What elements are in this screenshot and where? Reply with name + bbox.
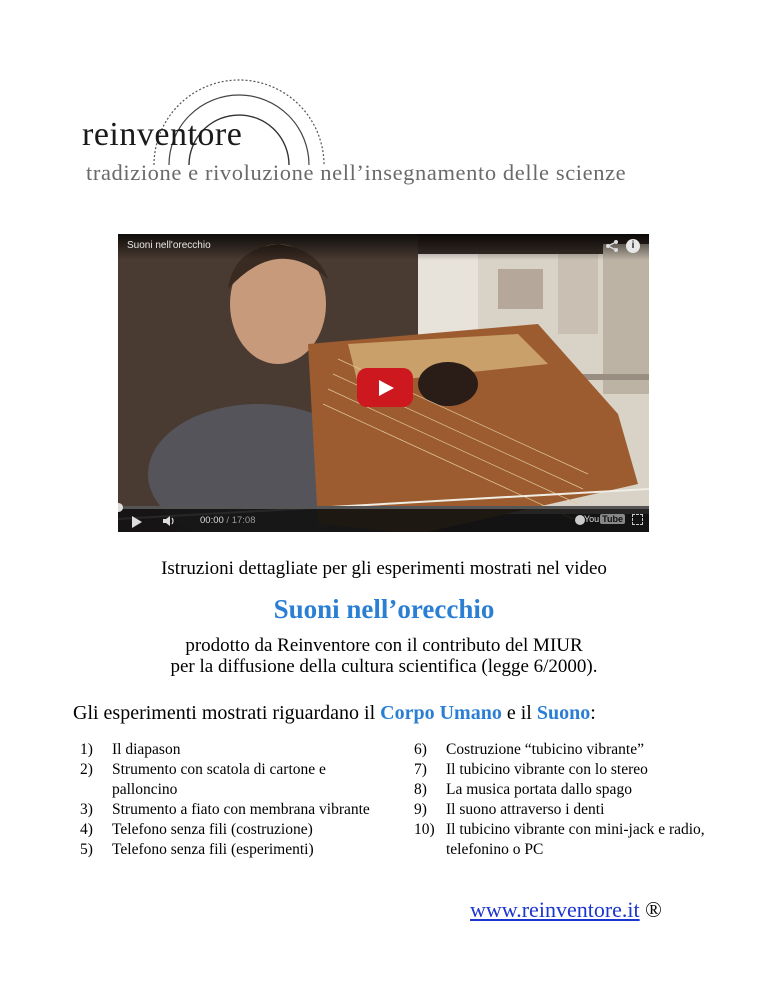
list-item [414,740,734,760]
topics-suffix: : [590,702,596,724]
info-icon[interactable]: i [626,239,640,253]
experiment-list-right [414,740,734,860]
youtube-logo-text: You [583,514,600,524]
intro-text: Istruzioni dettagliate per gli esperimenti mostrati nel video [161,558,607,579]
list-item [80,820,390,840]
experiment-list-left [80,740,390,860]
list-item-number: 6) [414,741,427,758]
list-item-text: Il tubicino vibrante con lo stereo [446,761,648,778]
list-item-number: 8) [414,781,427,798]
video-title[interactable]: Suoni nell'orecchio [127,240,211,251]
list-item [414,760,734,780]
topic-corpo-umano: Corpo Umano [380,702,502,724]
tagline: tradizione e rivoluzione nell’insegnamento delle scienze [86,160,627,185]
list-item-number: 1) [80,741,93,758]
volume-icon[interactable] [162,515,176,527]
list-item [414,820,734,860]
list-item [80,800,390,820]
footer [470,897,662,923]
progress-bar[interactable] [118,506,649,509]
logo-text: reinventore [82,116,243,153]
list-item-number: 4) [80,821,93,838]
topics-middle: e il [501,702,537,724]
list-item-number: 7) [414,761,427,778]
progress-handle[interactable] [118,503,123,512]
time-total: 17:08 [231,515,256,526]
page-title: Suoni nell’orecchio [273,594,495,624]
topic-suono: Suono [536,702,591,724]
list-item-number: 9) [414,801,427,818]
play-button[interactable] [357,368,413,407]
list-item [414,800,734,820]
topics-prefix: Gli esperimenti mostrati riguardano il [73,702,381,724]
list-item-text: Strumento a fiato con membrana vibrante [112,801,370,818]
share-icon[interactable] [605,239,619,253]
list-item-text: Telefono senza fili (costruzione) [112,821,313,838]
list-item-number: 5) [80,841,93,858]
list-item [80,740,390,760]
list-item [80,840,390,860]
list-item-text: Strumento con scatola di cartone e palloncino [112,761,326,798]
credit-line-1: prodotto da Reinventore con il contributo del MIUR [185,635,583,656]
time-display [200,515,255,526]
fullscreen-icon[interactable] [632,514,643,525]
youtube-logo-box: Tube [602,514,623,524]
youtube-logo[interactable] [584,514,625,524]
list-item-text: Costruzione “tubicino vibrante” [446,741,644,758]
list-item-number: 2) [80,761,93,778]
video-topbar [118,234,649,260]
list-item-text: Il tubicino vibrante con mini-jack e radio, telefonino o PC [446,821,705,858]
time-separator: / [223,515,232,526]
registered-mark: ® [639,897,662,922]
control-play-icon[interactable] [132,516,142,528]
video-controls [118,506,649,532]
credit-line-2: per la diffusione della cultura scientifica (legge 6/2000). [170,656,598,677]
video-player[interactable] [118,234,649,532]
list-item-number: 3) [80,801,93,818]
list-item [414,780,734,800]
list-item-text: Il diapason [112,741,181,758]
time-current: 00:00 [200,515,224,526]
website-link[interactable]: www.reinventore.it [470,897,640,922]
list-item [80,760,390,800]
list-item-text: Il suono attraverso i denti [446,801,605,818]
list-item-text: Telefono senza fili (esperimenti) [112,841,314,858]
list-item-number: 10) [414,821,435,838]
list-item-text: La musica portata dallo spago [446,781,632,798]
topics-sentence [73,702,596,725]
